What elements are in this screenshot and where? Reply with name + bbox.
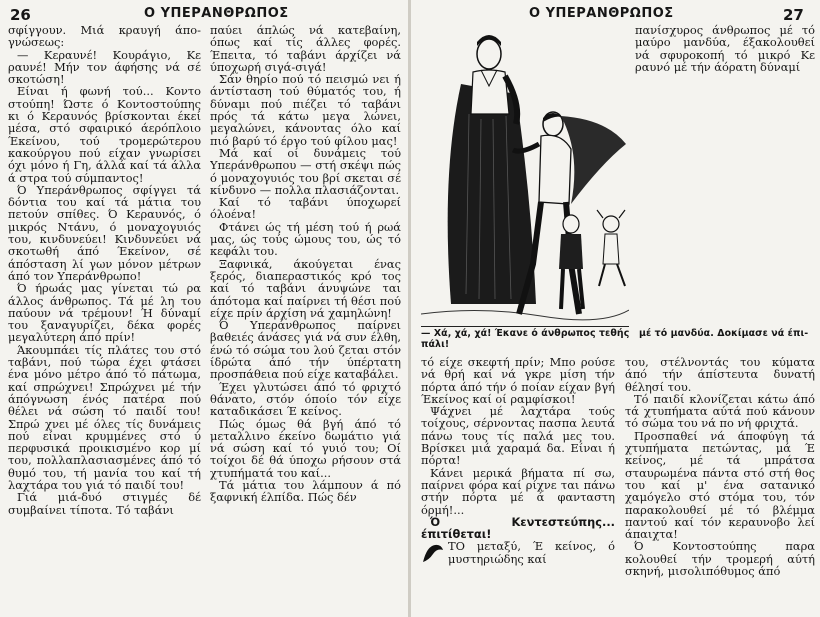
creature-legs: [599, 264, 625, 286]
hero-torso: [539, 135, 571, 204]
paragraph: Καί τό ταβάνι ύποχωρεί όλοένα!: [210, 195, 401, 222]
paragraph: Φτάνει ώς τή μέση τού ή ρωά μας, ώς τούς ώμους του, ώς τό κεφάλι του.: [210, 219, 401, 259]
left-column-2: [210, 24, 401, 617]
creature-head: [603, 216, 619, 232]
left-column-1: [8, 24, 201, 617]
page-number-left: 26: [10, 6, 31, 24]
paragraph: πανίσχυρος άνθρωπος μέ τό μαύρο μανδύα, έξακολουθεί νά σφυροκοπή τό μικρό Κε ραυνό μέ τήν άόρατη δύναμί: [635, 24, 815, 74]
villain-head: [477, 39, 501, 69]
paragraph: Μά καί οί δυνάμεις τού Υπεράνθρωπου — στή σκέψι πώς ό μοναχογυιός του βρί σκεται σέ κίνδυνο — πολλα πλασιάζονται.: [210, 145, 401, 197]
running-title-left: Ο ΥΠΕΡΑΝΘΡΩΠΟΣ: [144, 6, 289, 21]
running-title-right: Ο ΥΠΕΡΑΝΘΡΩΠΟΣ: [529, 6, 674, 21]
boy-head: [563, 215, 579, 233]
creature-body: [603, 234, 619, 264]
paragraph: Κάνει μερικά βήματα πί σω, παίρνει φόρα καί ρίχνε ται πάνω στήν πόρτα μέ ά φανταστη όρμή!...: [421, 465, 615, 517]
villain-chest: [471, 70, 509, 114]
paragraph: Ό Κοντοστούπης παρα κολουθεί τήν τρομερή αύτή σκηνή, μισολιπόθυμος άπό: [625, 539, 815, 579]
paragraph: Προσπαθεί νά άποφύγη τά χτυπήματα πετώντας, μά Έ κείνος, μέ τά μπράτσα σταυρωμένα πάντα στό στή θος του καί μ' ένα σατανικό χαμόγελο στό στόμα του, τόν παρακολουθεί μέ τό βλέμμα παντού καί τόν κεραυνοβο λεί άπαιχτα!: [625, 428, 815, 542]
right-page: [411, 0, 820, 617]
paragraph: Ό Υπεράνθρωπος σφίγγει τά δόντια του καί τά μάτια του πετούν σπίθες. Ό Κεραυνός, ό μικρός Ντάνυ, ό μοναχογυιός του, κινδυνεύει! Κινδυνεύει νά σκοτωθή άπό Έκείνον, σέ άπόσταση λί γων μόνον μέτρων άπό τον Υπεράνθρωπο!: [8, 182, 201, 283]
boy-jacket: [559, 234, 583, 269]
paragraph: τό είχε σκεφτή πρίν; Μπο ρούσε νά θρή καί νά γκρε μίση τήν πόρτα άπό τήν ό ποίαν είχαν βγή Έκείνος καί οί ραμφίσκοι!: [421, 356, 615, 406]
paragraph: Έχει γλυτώσει άπό τό φριχτό θάνατο, στόν όποίο τόν είχε καταδικάσει Έ κείνος.: [210, 379, 401, 419]
dropcap-ornament: [421, 542, 445, 564]
paragraph: Πώς όμως θά βγή άπό τό μεταλλινο έκείνο δωμάτιο γιά νά σώση καί τό γυιό του; Οί τοίχοι δέ θά ύποχω ρήσουν στά χτυπήματά του καί...: [210, 416, 401, 480]
ground-line: [421, 310, 629, 320]
paragraph: Ό Υπεράνθρωπος παίρνει βαθειές άνάσες γιά νά συν έλθη, ένώ τό σώμα του λού ζεται στόν ίδρώτα άπό τήν ύπέρτατη προσπάθεια πού είχε καταβάλει.: [210, 318, 401, 382]
right-column-1: [421, 356, 615, 617]
paragraph: Είναι ή φωνή τού... Κοντο στούπη! Ώστε ό Κοντοστούπης κι ό Κεραυνός βρίσκονται έκεί μέσα, στό σφαιρικό άερόπλοιο Έκείνου, τού τρομερώτερου κακούργου πού είχαν γνωρίσει όχι μόνο ή Γη, άλλά καί τά άλλα ά στρα τού σύμπαντος!: [8, 84, 201, 185]
paragraph: Άκουμπάει τίς πλάτες του στό ταβάνι, πού τώρα έχει φτάσει ένα μόνο μέτρο άπό τό πάτωμα, καί σπρώχνει! Σπρώχνει μέ τήν άπόγνωση ένός πατέρα πού θέλει νά σώση τό παιδί του! Σπρώ χνει μέ όλες τίς δυνάμεις πού είναι κρυμμένες στό ύ περφυσικά προικισμένο κορ μί του, πολλαπλασιασμένες άπό τό θυμό του, τή μανία του καί τή λαχτάρα του γιά τό παιδί του!: [8, 342, 201, 492]
paragraph: του, στέλνοντάς του κύματα άπό τήν άπίστευτα δυνατή θέλησί του.: [625, 356, 815, 394]
paragraph-with-dropcap: [421, 540, 615, 565]
illustration-caption: — Χά, χά, χά! Έκανε ό άνθρωπος τεθής πάλι!: [421, 328, 630, 350]
paragraph: Σάν θηρίο πού τό πεισμώ νει ή άντίσταση τού θύματός του, ή δύναμι πού πιέζει τό ταβάνι πρός τά κάτω μεγα λώνει, μεγαλώνει, κάνοντας όλο καί πιό βαρύ τό έργο τού φίλου μας!: [210, 72, 401, 148]
right-top-text: [635, 24, 815, 96]
page-number-right: 27: [783, 6, 804, 24]
paragraph: Τό παιδί κλονίζεται κάτω άπό τά χτυπήματα αύτά πού κάνουν τό σώμα του νά πο νή φριχτά.: [625, 391, 815, 431]
paragraph-text: ΤΟ μεταξύ, Έ κείνος, ό μυστηριώδης καί: [448, 539, 615, 566]
paragraph: σφίγγουν. Μιά κραυγή άπο-γνώσεως:: [8, 24, 201, 50]
left-page: [0, 0, 409, 617]
paragraph: Ό ήρωάς μας γίνεται τώ ρα άλλος άνθρωπος. Τά μέ λη του παύουν νά τρέμουν! Ή δύναμί του ξαναγυρίζει, δέκα φορές μεγαλύτερη άπό πρίν!: [8, 281, 201, 345]
illustration-caption-cont: μέ τό μανδύα. Δοκίμασε νά έπι-: [639, 328, 809, 339]
paragraph: Τά μάτια του λάμπουν ά πό ξαφνική έλπίδα. Πώς δέν: [210, 477, 401, 505]
villain-cape: [448, 84, 536, 304]
right-column-2: [625, 356, 815, 617]
paragraph: Γιά μιά-δυό στιγμές δέ συμβαίνει τίποτα. Τό ταβάνι: [8, 490, 201, 517]
paragraph: Ό Κεντεστεύπης... έπιτίθεται!: [421, 514, 615, 542]
paragraph: Ψάχνει μέ λαχτάρα τούς τοίχους, σέρνοντας πασπα λευτά πάνω τους τίς παλά μες του. Βρίσκει μιά χαραμά δα. Είναι ή πόρτα!: [421, 404, 615, 468]
paragraph: παύει άπλώς νά κατεβαίνη, όπως καί τίς άλλες φορές. Έπειτα, τό ταβάνι άρχίζει νά ύποχωρή σιγά-σιγά!: [210, 24, 401, 74]
illustration-svg: [421, 24, 629, 326]
paragraph: Ξαφνικά, άκούγεται ένας ξερός, διαπεραστικός κρό τος καί τό ταβάνι άνυψώνε ται άπότομα καί παίρνει τή θέσι πού είχε πρίν άρχίση νά χαμηλώνη!: [210, 256, 401, 320]
paragraph: — Κεραυνέ! Κουράγιο, Κε ραυνέ! Μήν τον άφήσης νά σέ σκοτώση!: [8, 47, 201, 87]
comic-illustration: [421, 24, 629, 327]
